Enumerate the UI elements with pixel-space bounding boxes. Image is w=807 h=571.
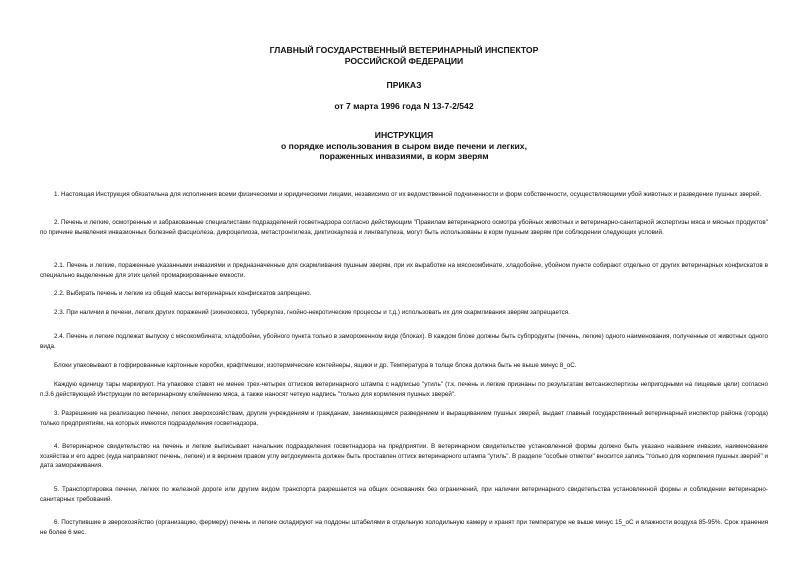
instruction-title: ИНСТРУКЦИЯ xyxy=(374,130,434,140)
issuer-line-1: ГЛАВНЫЙ ГОСУДАРСТВЕННЫЙ ВЕТЕРИНАРНЫЙ ИНСПЕКТОР xyxy=(269,45,539,55)
paragraph-2-2: 2.2. Выбирать печень и легкие из общей массы ветеринарных конфискатов запрещено. xyxy=(54,290,312,298)
instruction-subtitle-2: пораженных инвазиями, в корм зверям xyxy=(319,151,489,162)
paragraph-5: 5. Транспортировка печени, легких по железной дороге или другим видом транспорта разрешается на общих основаниях без ограничений, при наличии ветеринарного свидетельства установленной формы и соблюдении ветеринарно-санитарных требований. xyxy=(40,486,768,503)
instruction-heading xyxy=(40,130,768,162)
paragraph-3: 3. Разрешение на реализацию печени, легких зверохозяйствам, другим учреждениям и гражданам, занимающимся разведением и выращиванием пушных зверей, выдает главный государственный ветеринарный инспектор района (города) только предприятиям, на которых имеются подразделения госветнадзора. xyxy=(40,410,768,427)
paragraph-1: 1. Настоящая Инструкция обязательна для исполнения всеми физическими и юридическими лицами, независимо от их ведомственной подчиненности и форм собственности, осуществляющими убой животных и разведение пушных зверей. xyxy=(54,191,762,199)
order-title: ПРИКАЗ xyxy=(386,80,422,90)
paragraph-4: 4. Ветеринарное свидетельство на печень и легкие выписывает начальник подразделения госветнадзора на предприятии. В ветеринарном свидетельстве установленной формы должно быть указано название инвазии, наименование хозяйства и его адрес (куда направляют печень, легкие) и в верхнем правом углу ветдокумента должен быть проставлен оттиск ветеринарного штампа "утиль". В разделе "особые отметки" вносится запись "только для кормления пушных зверей" и дата замораживания. xyxy=(40,443,768,470)
paragraph-6: 6. Поступившие в зверохозяйство (организацию, фермеру) печень и легкие складируют на поддоны штабелями в отдельную холодильную камеру и хранят при температуре не выше минус 15_оС и влажности воздуха 85-95%. Срок хранения не более 6 мес. xyxy=(40,519,768,536)
paragraph-2-4: 2.4. Печень и легкие подлежат выпуску с мясокомбината, хладобойни, убойного пункта только в замороженном виде (блоках). В каждом блоке должны быть субпродукты (печень, легкие) одного наименования, полученные от животных одного вида. xyxy=(40,333,768,350)
issuer-line-2: РОССИЙСКОЙ ФЕДЕРАЦИИ xyxy=(344,55,464,66)
paragraph-packaging: Блоки упаковывают в гофрированные картонные коробки, крафтмешки, изотермические контейнеры, ящики и др. Температура в толще блока должна быть не выше минус 8_оС. xyxy=(54,362,577,370)
paragraph-2-3: 2.3. При наличии в печени, легких других поражений (эхинококкоз, туберкулез, гнойно-некротические процессы и т.д.) использовать их для скармливания зверям запрещается. xyxy=(54,309,570,317)
order-date-number: от 7 марта 1996 года N 13-7-2/542 xyxy=(334,101,474,111)
paragraph-2-1: 2.1. Печень и легкие, пораженные указанными инвазиями и предназначенные для скармливания пушным зверям, при их выработке на мясокомбинате, хладобойне, убойном пункте собирают отдельно от других ветеринарных конфискатов в специально выделенные для этих целей промаркированные емкости. xyxy=(40,262,768,279)
paragraph-2: 2. Печень и легкие, осмотренные и забракованные специалистами подразделений госветнадзора согласно действующим "Правилам ветеринарного осмотра убойных животных и ветеринарно-санитарной экспертизы мяса и мясных продуктов" по причине выявления инвазионных болезней фасциолеза, дикроцелиоза, метастронгилеза, диктиокаулеза и лингватулеза, могут быть использованы в корм пушным зверям при соблюдении следующих условий. xyxy=(40,219,768,236)
instruction-subtitle-1: о порядке использования в сыром виде печени и легких, xyxy=(281,140,527,151)
issuer-heading xyxy=(40,45,768,66)
paragraph-marking: Каждую единицу тары маркируют. На упаковке ставят не менее трех-четырех оттисков ветеринарного штампа с надписью "утиль" (т.к. печень и легкие признаны по результатам ветсанэкспертизы непригодными на пищевые цели) согласно п.3.6 действующей Инструкции по ветеринарному клеймению мяса, а также наносят четкую надпись "только для кормления пушных зверей". xyxy=(40,381,768,398)
